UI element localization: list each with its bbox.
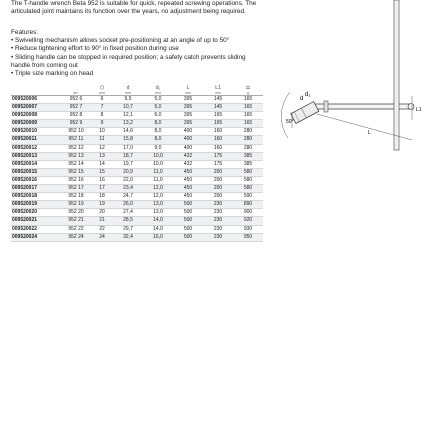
column-header-label: g	[247, 91, 249, 95]
table-cell: 230	[203, 217, 233, 225]
table-cell: 590	[233, 193, 263, 201]
table-cell: 9,5	[113, 96, 143, 104]
spec-table	[11, 83, 263, 242]
table-cell: 230	[203, 201, 233, 209]
table-cell: 580	[233, 176, 263, 184]
table-cell: 14,0	[143, 225, 173, 233]
article-code-cell: 009520015	[11, 168, 61, 176]
table-cell: 450	[173, 185, 203, 193]
table-cell: 580	[233, 168, 263, 176]
table-cell: 200	[203, 185, 233, 193]
table-cell: 24,7	[113, 193, 143, 201]
table-row	[11, 193, 263, 201]
feature-item: • Swivelling mechanism allows socket pre-positioning at an angle of up to 50°	[11, 37, 230, 45]
features-title: Features:	[11, 29, 38, 36]
table-header	[11, 83, 263, 96]
label-l1: L1	[416, 107, 422, 113]
table-cell: 395	[173, 120, 203, 128]
table-cell: 952 17	[61, 185, 91, 193]
table-cell: 165	[233, 104, 263, 112]
table-row	[11, 185, 263, 193]
table-cell: 20	[91, 209, 113, 217]
table-cell: 952 16	[61, 176, 91, 184]
table-cell: 7	[91, 104, 113, 112]
product-description	[11, 0, 261, 16]
table-cell: 400	[173, 136, 203, 144]
table-cell: 920	[233, 217, 263, 225]
column-header-icon: ⬡	[99, 85, 105, 91]
table-cell: 952 20	[61, 209, 91, 217]
table-cell: 175	[203, 152, 233, 160]
intro-text: The T-handle wrench Beta 952 is suitable for quick, repeated screwing operations. The articulated joint maintains its function over the years, no adjustment being required.	[11, 0, 257, 16]
table-cell: 19,7	[113, 160, 143, 168]
table-cell: 8	[91, 112, 113, 120]
table-row	[11, 152, 263, 160]
table-cell: 165	[203, 112, 233, 120]
table-cell: 14	[91, 160, 113, 168]
table-cell: 24	[91, 233, 113, 241]
table-cell: 432	[173, 152, 203, 160]
article-code-cell: 009520020	[11, 209, 61, 217]
table-cell: 230	[203, 225, 233, 233]
table-cell: 17	[91, 185, 113, 193]
table-row	[11, 168, 263, 176]
feature-item: • Triple size marking on head	[11, 70, 94, 78]
table-cell: 900	[233, 209, 263, 217]
table-cell: 930	[233, 225, 263, 233]
article-code-cell: 009520014	[11, 160, 61, 168]
table-cell: 26,0	[113, 201, 143, 209]
article-code-cell: 009520009	[11, 120, 61, 128]
table-row	[11, 96, 263, 104]
table-cell: 400	[173, 128, 203, 136]
table-cell: 145	[203, 104, 233, 112]
table-cell: 395	[173, 112, 203, 120]
table-cell: 13,2	[113, 120, 143, 128]
table-cell: 19	[91, 201, 113, 209]
table-cell: 952 15	[61, 168, 91, 176]
table-cell: 10,7	[113, 104, 143, 112]
article-code-cell: 009520013	[11, 152, 61, 160]
table-cell: 15,8	[113, 136, 143, 144]
table-cell: 952 13	[61, 152, 91, 160]
table-cell: 175	[203, 160, 233, 168]
table-row	[11, 225, 263, 233]
table-cell: 9,0	[143, 144, 173, 152]
table-cell: 12,0	[143, 193, 173, 201]
table-cell: 9	[91, 120, 113, 128]
table-cell: 8,0	[143, 136, 173, 144]
table-cell: 952 19	[61, 201, 91, 209]
table-row	[11, 104, 263, 112]
table-cell: 500	[173, 217, 203, 225]
table-cell: 385	[233, 152, 263, 160]
table-cell: 165	[233, 120, 263, 128]
table-cell: 952 14	[61, 160, 91, 168]
label-l: L	[368, 130, 371, 136]
table-cell: 450	[173, 176, 203, 184]
feature-item: • Reduce tightening effort to 90° in fixed position during use	[11, 45, 179, 53]
wrench-drawing	[272, 0, 430, 200]
column-header-label: mm	[215, 91, 221, 95]
table-cell: 500	[173, 209, 203, 217]
table-cell: 13	[91, 152, 113, 160]
table-cell: 10,0	[143, 160, 173, 168]
article-code-cell: 009520006	[11, 96, 61, 104]
table-row	[11, 176, 263, 184]
article-code-cell: 009520017	[11, 185, 61, 193]
column-header	[61, 83, 91, 96]
table-cell: 500	[173, 225, 203, 233]
column-header-icon: d₁	[155, 85, 161, 91]
article-code-cell: 009520018	[11, 193, 61, 201]
table-cell: 432	[173, 160, 203, 168]
column-header	[203, 83, 233, 96]
table-cell: 952 24	[61, 233, 91, 241]
table-cell: 395	[173, 96, 203, 104]
table-cell: 395	[173, 104, 203, 112]
column-header-label: mm	[125, 91, 131, 95]
table-body	[11, 96, 263, 242]
table-cell: 952 11	[61, 136, 91, 144]
table-cell: 952 7	[61, 104, 91, 112]
table-cell: 952 6	[61, 96, 91, 104]
table-cell: 6,0	[143, 112, 173, 120]
swivel-socket	[291, 102, 319, 124]
table-row	[11, 128, 263, 136]
table-cell: 160	[203, 136, 233, 144]
table-cell: 230	[203, 209, 233, 217]
article-code-cell: 009520019	[11, 201, 61, 209]
table-cell: 11,0	[143, 176, 173, 184]
table-cell: 5,0	[143, 96, 173, 104]
table-cell: 145	[203, 96, 233, 104]
column-header	[143, 83, 173, 96]
table-cell: 16,0	[143, 233, 173, 241]
table-cell: 11,0	[143, 168, 173, 176]
article-code-cell: 009520021	[11, 217, 61, 225]
table-cell: 5,0	[143, 104, 173, 112]
table-cell: 14,0	[143, 217, 173, 225]
table-cell: 10	[91, 128, 113, 136]
table-cell: 952 12	[61, 144, 91, 152]
column-header	[173, 83, 203, 96]
table-cell: 12,0	[143, 185, 173, 193]
table-cell: 165	[233, 112, 263, 120]
table-cell: 22,0	[113, 176, 143, 184]
table-cell: 952 22	[61, 225, 91, 233]
table-cell: 165	[233, 96, 263, 104]
table-cell: 20,9	[113, 168, 143, 176]
table-cell: 29,7	[113, 225, 143, 233]
table-cell: 8,0	[143, 128, 173, 136]
table-row	[11, 120, 263, 128]
table-cell: 952 10	[61, 128, 91, 136]
table-cell: 280	[233, 128, 263, 136]
column-header-label: mm	[155, 91, 161, 95]
column-header-icon: L1	[215, 85, 221, 91]
table-cell: 12,1	[113, 112, 143, 120]
column-header-icon: ⚖	[245, 85, 251, 91]
article-code-cell: 009520010	[11, 128, 61, 136]
column-header	[91, 83, 113, 96]
table-row	[11, 112, 263, 120]
feature-item: • Sliding handle can be stopped in required position; a safety catch prevents sliding handle from coming out	[11, 53, 246, 69]
column-header-icon: d	[126, 85, 130, 91]
table-row	[11, 233, 263, 241]
table-cell: 27,4	[113, 209, 143, 217]
table-cell: 450	[173, 193, 203, 201]
article-code-cell: 009520024	[11, 233, 61, 241]
table-cell: 890	[233, 201, 263, 209]
features-block	[11, 29, 261, 78]
table-row	[11, 217, 263, 225]
table-cell: 21	[91, 217, 113, 225]
table-row	[11, 144, 263, 152]
column-header	[113, 83, 143, 96]
article-code-cell: 009520011	[11, 136, 61, 144]
table-cell: 200	[203, 193, 233, 201]
table-cell: 160	[203, 144, 233, 152]
features-list	[11, 37, 261, 78]
table-cell: 280	[233, 144, 263, 152]
table-cell: 11	[91, 136, 113, 144]
column-header-icon: L	[186, 85, 190, 91]
column-header-label: art.	[73, 91, 79, 95]
table-cell: 500	[173, 201, 203, 209]
table-cell: 950	[233, 233, 263, 241]
table-cell: 13,0	[143, 209, 173, 217]
table-row	[11, 136, 263, 144]
table-row	[11, 160, 263, 168]
article-code-cell: 009520022	[11, 225, 61, 233]
table-cell: 952 8	[61, 112, 91, 120]
table-cell: 200	[203, 168, 233, 176]
table-cell: 952 21	[61, 217, 91, 225]
table-row	[11, 201, 263, 209]
table-cell: 952 18	[61, 193, 91, 201]
table-cell: 6	[91, 96, 113, 104]
table-cell: 18,7	[113, 152, 143, 160]
table-cell: 16	[91, 176, 113, 184]
article-code-cell: 009520007	[11, 104, 61, 112]
table-cell: 385	[233, 160, 263, 168]
table-cell: 10,0	[143, 152, 173, 160]
article-code-cell: 009520016	[11, 176, 61, 184]
table-cell: 17,0	[113, 144, 143, 152]
table-cell: 14,6	[113, 128, 143, 136]
table-cell: 32,4	[113, 233, 143, 241]
sliding-handle	[394, 0, 399, 150]
table-cell: 13,0	[143, 201, 173, 209]
column-header-label: mm	[185, 91, 191, 95]
table-cell: 12	[91, 144, 113, 152]
table-cell: 18	[91, 193, 113, 201]
table-cell: 450	[173, 168, 203, 176]
table-cell: 165	[203, 120, 233, 128]
table-cell: 22	[91, 225, 113, 233]
table-cell: 15	[91, 168, 113, 176]
column-header	[11, 83, 61, 96]
table-cell: 230	[203, 233, 233, 241]
table-cell: 160	[203, 128, 233, 136]
label-angle: 50°	[286, 119, 294, 125]
column-header	[233, 83, 263, 96]
column-header-label: mm	[99, 91, 105, 95]
table-cell: 280	[233, 136, 263, 144]
table-cell: 8,0	[143, 120, 173, 128]
table-cell: 200	[203, 176, 233, 184]
article-code-cell: 009520008	[11, 112, 61, 120]
table-cell: 500	[173, 233, 203, 241]
article-code-cell: 009520012	[11, 144, 61, 152]
table-cell: 23,4	[113, 185, 143, 193]
table-cell: 952 9	[61, 120, 91, 128]
table-cell: 580	[233, 185, 263, 193]
table-row	[11, 209, 263, 217]
table-cell: 28,5	[113, 217, 143, 225]
label-d1: d₁	[305, 92, 311, 98]
label-d: d	[300, 96, 304, 102]
table-cell: 400	[173, 144, 203, 152]
